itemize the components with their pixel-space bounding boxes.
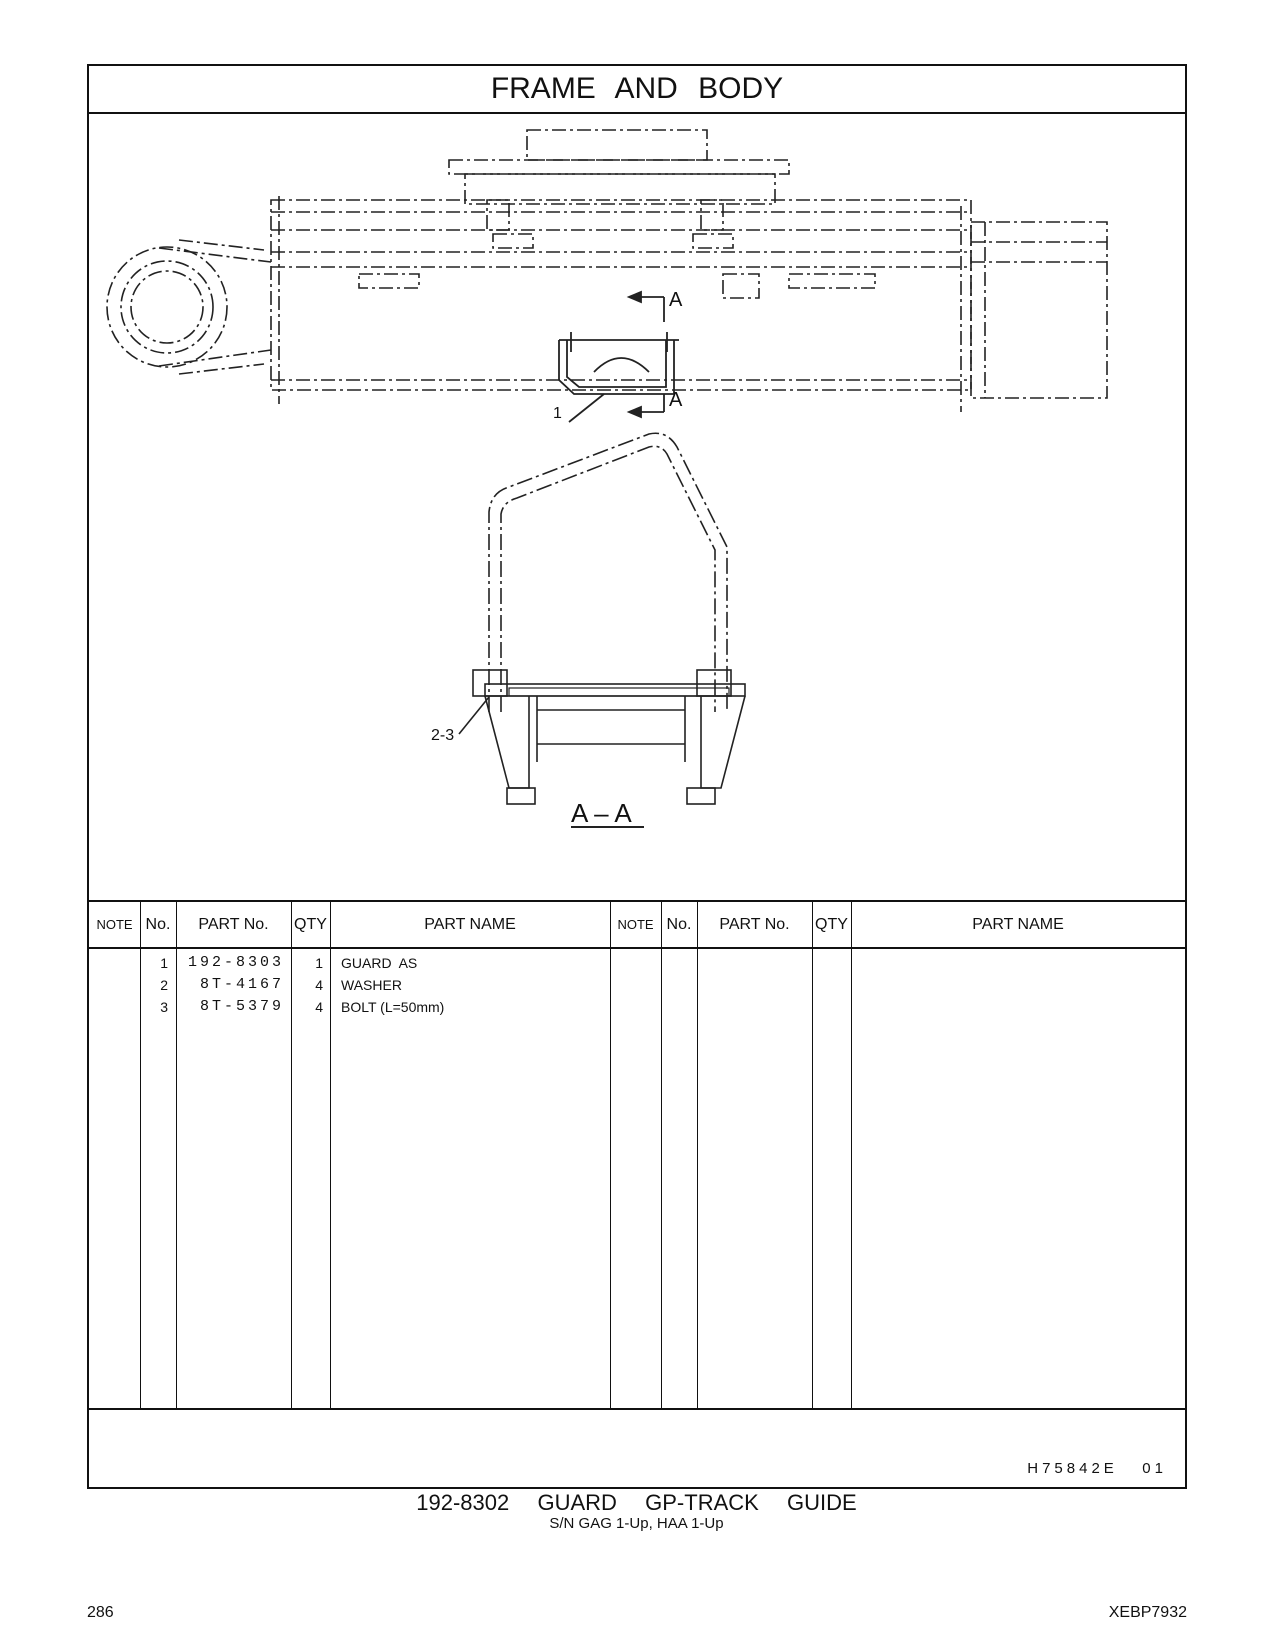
track-frame-side-view: [107, 130, 1107, 412]
section-marker-bottom: A: [669, 389, 683, 411]
header-part-name-right: PART NAME: [851, 902, 1185, 948]
header-part-no-left: PART No.: [176, 902, 291, 948]
illustration-code: H75842E 01: [1027, 1460, 1167, 1477]
part-number: 8T-5379: [199, 998, 284, 1015]
part-name: BOLT (L=50mm): [341, 999, 445, 1015]
serial-range: S/N GAG 1-Up, HAA 1-Up: [549, 1515, 724, 1532]
quantity: 4: [315, 977, 323, 993]
part-number: 8T-4167: [199, 976, 284, 993]
quantity: 1: [315, 955, 323, 971]
row-number: 1: [160, 955, 168, 971]
row-number: 3: [160, 999, 168, 1015]
row-number: 2: [160, 977, 168, 993]
callout-2-3: 2-3: [431, 727, 455, 744]
page-number: 286: [87, 1604, 114, 1621]
guard-part-side: [559, 292, 679, 422]
part-number: 192-8303: [187, 954, 284, 971]
section-marker-top: A: [669, 289, 683, 311]
header-qty-right: QTY: [812, 902, 851, 948]
section-label: A – A: [571, 798, 632, 828]
parts-table: [89, 900, 1185, 1410]
callout-1: 1: [553, 405, 562, 422]
part-name: WASHER: [341, 977, 402, 993]
header-part-no-right: PART No.: [697, 902, 812, 948]
page-title: FRAME AND BODY: [89, 66, 1185, 114]
header-no-right: No.: [661, 902, 697, 948]
parts-page-frame: [87, 64, 1187, 1489]
header-part-name-left: PART NAME: [330, 902, 610, 948]
section-a-a-view: [459, 433, 745, 827]
header-note-right: NOTE: [610, 902, 661, 948]
quantity: 4: [315, 999, 323, 1015]
document-code: XEBP7932: [1108, 1604, 1187, 1621]
part-name: GUARD AS: [341, 955, 418, 971]
header-no-left: No.: [140, 902, 176, 948]
technical-drawing: [89, 112, 1185, 900]
group-title: 192-8302 GUARD GP-TRACK GUIDE: [416, 1490, 857, 1515]
header-note-left: NOTE: [89, 902, 140, 948]
parts-illustration: [89, 112, 1185, 900]
header-qty-left: QTY: [291, 902, 330, 948]
